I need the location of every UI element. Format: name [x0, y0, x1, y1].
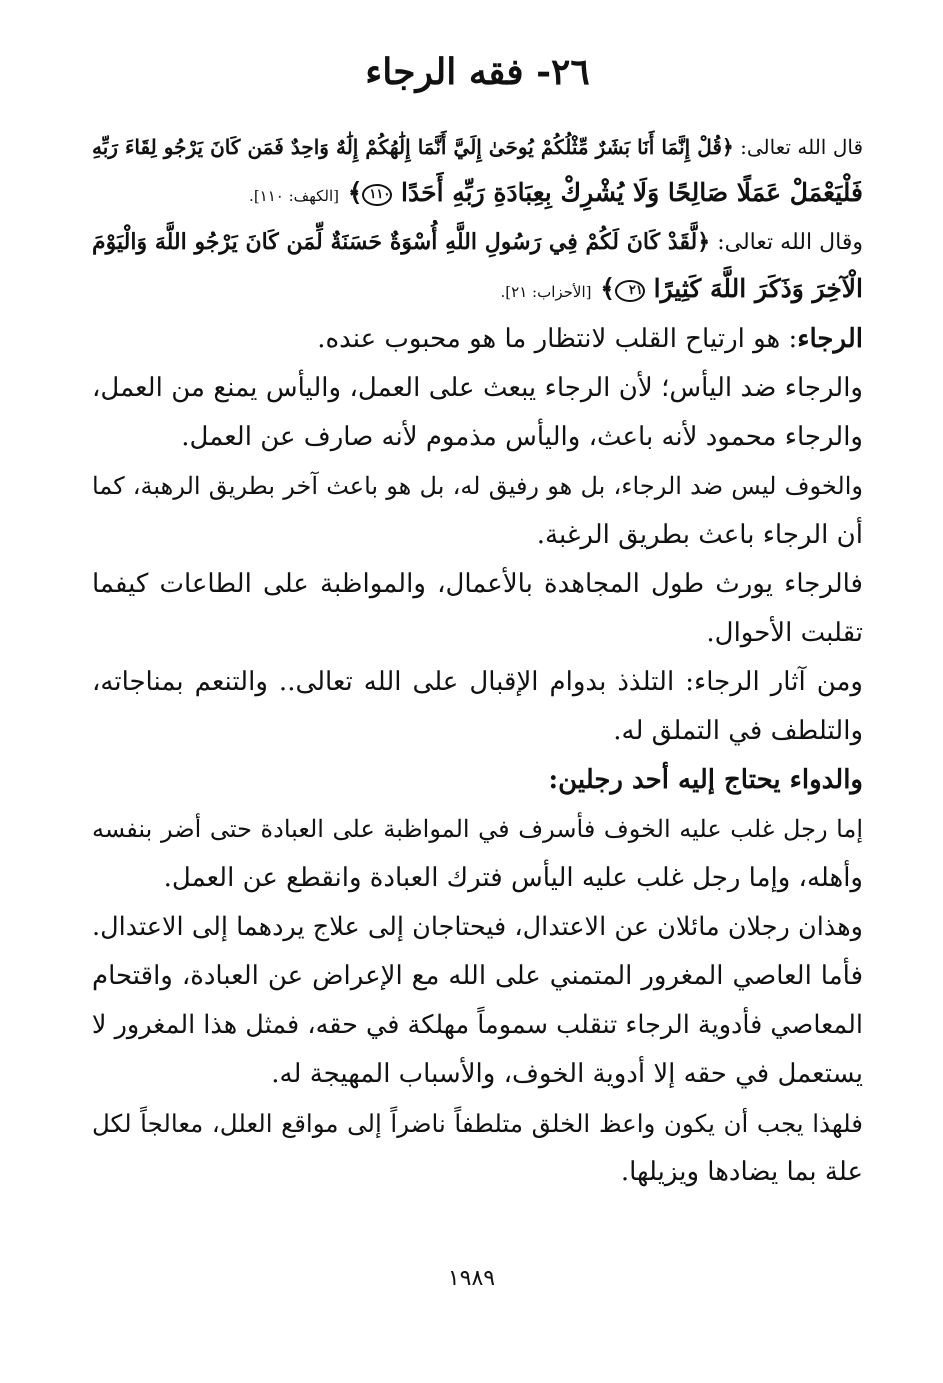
text-line: والخوف ليس ضد الرجاء، بل هو رفيق له، بل هو باعث آخر بطريق الرهبة، كما — [92, 472, 863, 500]
text-line: والرجاء ضد اليأس؛ لأن الرجاء يبعث على العمل، واليأس يمنع من العمل، — [92, 373, 863, 403]
verse-line — [92, 266, 863, 315]
text-line: علة بما يضادها ويزيلها. — [620, 1157, 863, 1187]
text-line: فأما العاصي المغرور المتمني على الله مع الإعراض عن العبادة، واقتحام — [92, 961, 863, 991]
text-line: أن الرجاء باعث بطريق الرغبة. — [536, 520, 863, 550]
verse-text: فَلْيَعْمَلْ عَمَلًا صَالِحًا وَلَا يُشْرِكْ بِعِبَادَةِ رَبِّهِ أَحَدًا — [392, 178, 863, 207]
text-line: تقلبت الأحوال. — [706, 618, 863, 648]
text-line: فلهذا يجب أن يكون واعظ الخلق متلطفاً ناضراً إلى مواقع العلل، معالجاً لكل — [92, 1109, 863, 1138]
verse-reference: [الأحزاب: ٢١]. — [500, 283, 592, 301]
verse-close-bracket: ﴾ — [591, 274, 615, 303]
page-number: ١٩٨٩ — [447, 1266, 496, 1291]
text-line: والرجاء محمود لأنه باعث، واليأس مذموم لأنه صارف عن العمل. — [181, 422, 863, 452]
verse-reference: [الكهف: ١١٠]. — [249, 187, 339, 205]
paragraph — [92, 952, 863, 1099]
text-line: إما رجل غلب عليه الخوف فأسرف في المواظبة على العبادة حتى أضر بنفسه — [92, 815, 863, 843]
verse-line — [92, 170, 863, 219]
ayah-number-marker: ١١٠ — [362, 184, 392, 206]
paragraph — [92, 364, 863, 462]
verse-line — [92, 219, 863, 266]
chapter-title: ٢٦- فقه الرجاء — [365, 51, 590, 93]
text-line: ومن آثار الرجاء: التلذذ بدوام الإقبال على الله تعالى.. والتنعم بمناجاته، — [92, 667, 863, 697]
text-line: المعاصي فأدوية الرجاء تنقلب سموماً مهلكة في حقه، فمثل هذا المغرور لا — [91, 1010, 863, 1040]
paragraph — [92, 1099, 863, 1197]
verse-line — [92, 124, 863, 170]
verse-text: ﴿قُلْ إِنَّمَا أَنَا بَشَرٌ مِّثْلُكُمْ يُوحَىٰ إِلَيَّ أَنَّمَا إِلَٰهُكُمْ إِلَٰهٌ وَاحِدٌ فَمَن كَانَ يَرْجُو لِقَاءَ رَبِّهِ — [92, 135, 734, 159]
paragraph — [92, 462, 863, 560]
verse-text: ﴿لَّقَدْ كَانَ لَكُمْ فِي رَسُولِ اللَّهِ أُسْوَةٌ حَسَنَةٌ لِّمَن كَانَ يَرْجُو اللَّهَ وَالْيَوْمَ — [92, 229, 711, 255]
text-line: وهذان رجلان مائلان عن الاعتدال، فيحتاجان إلى علاج يردهما إلى الاعتدال. — [92, 912, 863, 942]
verse-intro: قال الله تعالى: — [733, 135, 863, 159]
verse-text: الْآخِرَ وَذَكَرَ اللَّهَ كَثِيرًا — [644, 274, 863, 303]
verse-close-bracket: ﴾ — [338, 178, 363, 207]
definition-term: الرجاء — [797, 324, 863, 354]
paragraph — [92, 658, 863, 756]
text-line: وأهله، وإما رجل غلب عليه اليأس فترك العبادة وانقطع عن العمل. — [163, 863, 863, 893]
paragraph — [92, 903, 863, 952]
text-line: والتلطف في التملق له. — [613, 716, 863, 746]
ayah-number-marker: ٢١ — [615, 280, 645, 302]
text-line: يستعمل في حقه إلا أدوية الخوف، والأسباب المهيجة له. — [271, 1059, 863, 1089]
verse-intro: وقال الله تعالى: — [710, 230, 863, 255]
text-line: فالرجاء يورث طول المجاهدة بالأعمال، والمواظبة على الطاعات كيفما — [92, 569, 863, 599]
paragraph — [92, 805, 863, 903]
definition — [92, 315, 863, 364]
section-heading: والدواء يحتاج إليه أحد رجلين: — [548, 765, 863, 795]
quran-verse-ahzab — [92, 219, 863, 315]
definition-text: : هو ارتياح القلب لانتظار ما هو محبوب عنده. — [317, 324, 798, 354]
quran-verse-kahf — [92, 124, 863, 219]
paragraph — [92, 560, 863, 658]
